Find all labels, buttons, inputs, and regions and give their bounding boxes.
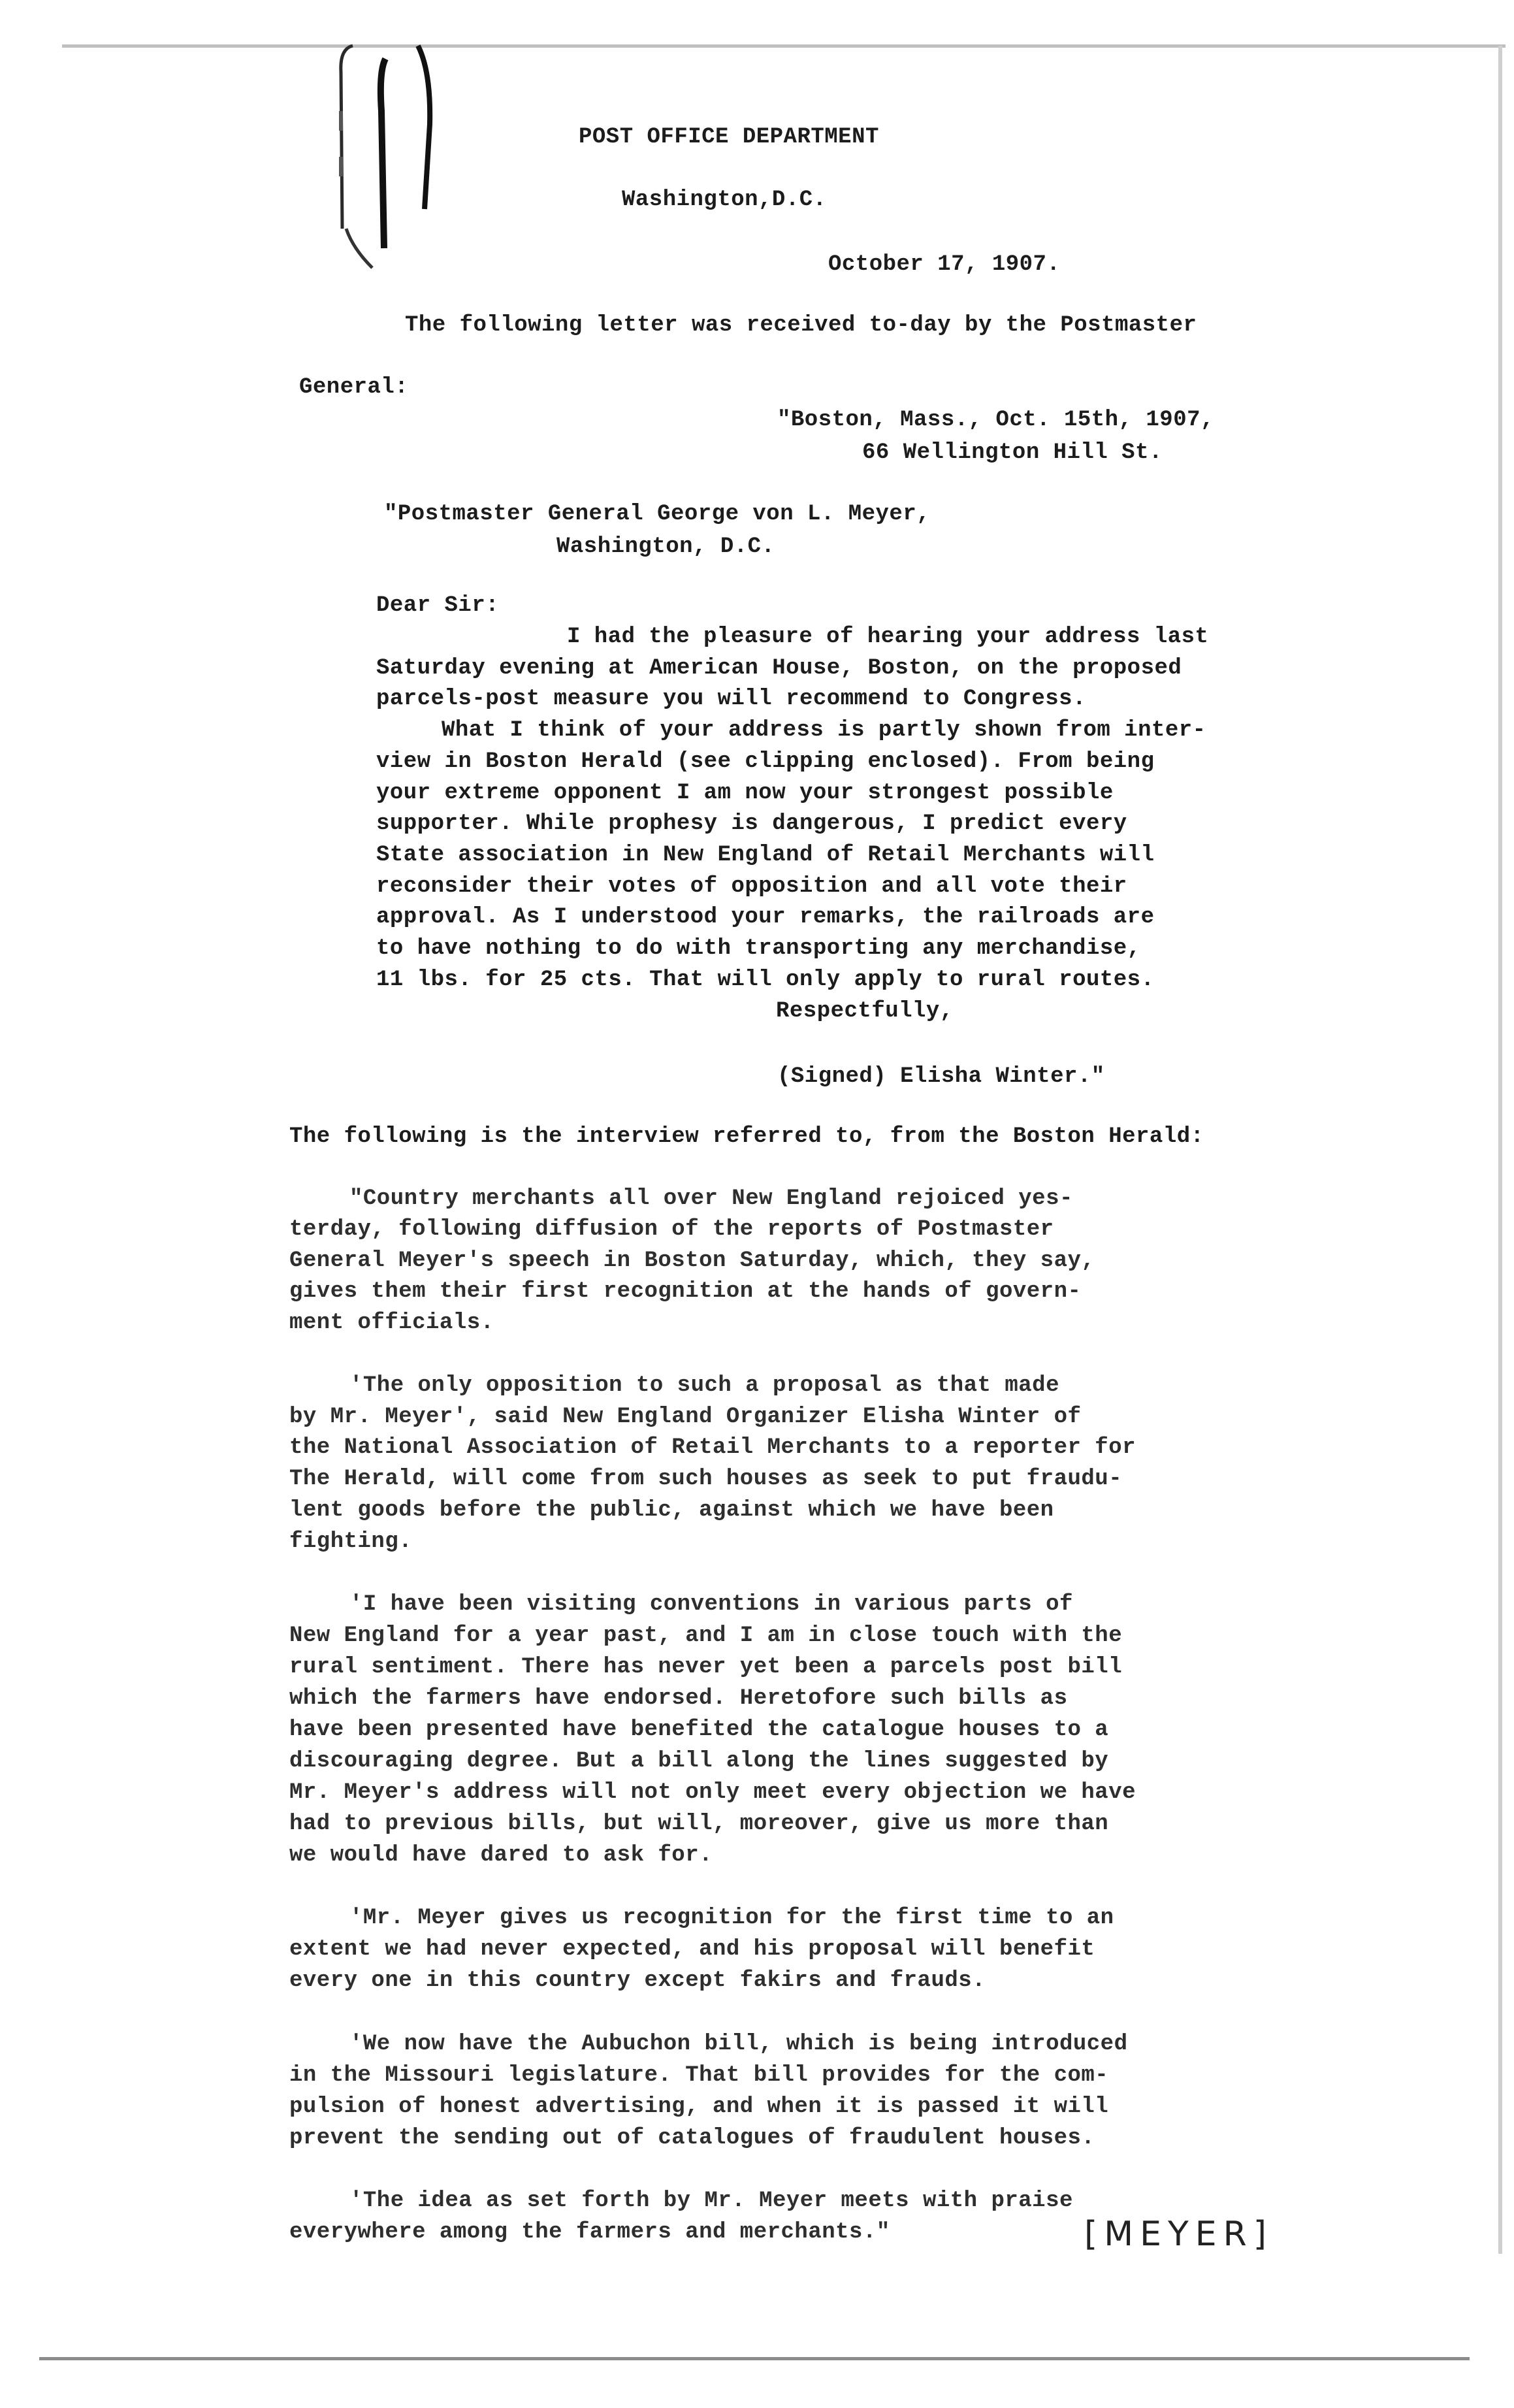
letter-body-line: I had the pleasure of hearing your address last [567,625,1209,649]
salutation: Dear Sir: [376,593,500,618]
interview-line: 'The idea as set forth by Mr. Meyer meets with praise [349,2188,1073,2213]
letter-body-line: State association in New England of Retail Merchants will [376,843,1155,868]
interview-line: gives them their first recognition at the hands of govern- [289,1279,1082,1304]
location-line: Washington,D.C. [622,187,827,212]
interview-line: fighting. [289,1529,413,1554]
letter-body-line: reconsider their votes of opposition and all vote their [376,874,1127,899]
intro-line-1: The following letter was received to-day by the Postmaster [405,313,1197,338]
interview-line: prevent the sending out of catalogues of fraudulent houses. [289,2126,1095,2151]
letter-body-line: to have nothing to do with transporting any merchandise, [376,936,1141,961]
interview-line: 'The only opposition to such a proposal as that made [349,1373,1059,1398]
interview-line: pulsion of honest advertising, and when it is passed it will [289,2094,1109,2119]
sender-address-line-1: "Boston, Mass., Oct. 15th, 1907, [777,408,1214,432]
intro-line-2: General: [299,375,409,400]
interview-line: terday, following diffusion of the reports of Postmaster [289,1217,1054,1242]
interview-line: we would have dared to ask for. [289,1843,713,1868]
letter-body-line: approval. As I understood your remarks, the railroads are [376,905,1155,930]
letter-body-line: 11 lbs. for 25 cts. That will only apply to rural routes. [376,968,1155,992]
date-line: October 17, 1907. [828,252,1061,277]
letter-signature: (Signed) Elisha Winter." [777,1064,1105,1089]
interview-line: rural sentiment. There has never yet been a parcels post bill [289,1655,1123,1680]
interview-line: Mr. Meyer's address will not only meet every objection we have [289,1780,1136,1805]
handwritten-annotation: [MEYER] [1084,2215,1274,2254]
letter-body-line: Saturday evening at American House, Boston, on the proposed [376,656,1182,681]
interview-line: in the Missouri legislature. That bill provides for the com- [289,2063,1109,2088]
interview-line: which the farmers have endorsed. Heretofore such bills as [289,1686,1068,1711]
interview-line: the National Association of Retail Merchants to a reporter for [289,1435,1136,1460]
paper-right-edge [1498,46,1502,2254]
interview-line: had to previous bills, but will, moreover, give us more than [289,1812,1109,1836]
interview-line: extent we had never expected, and his proposal will benefit [289,1937,1095,1962]
paper-bottom-edge [39,2357,1470,2360]
recipient-line-2: Washington, D.C. [556,534,775,559]
interview-line: have been presented have benefited the catalogue houses to a [289,1717,1109,1742]
recipient-line-1: "Postmaster General George von L. Meyer, [384,502,931,527]
interview-line: 'Mr. Meyer gives us recognition for the first time to an [349,1906,1114,1930]
interview-line: General Meyer's speech in Boston Saturday, which, they say, [289,1248,1095,1273]
letter-body-line: supporter. While prophesy is dangerous, I predict every [376,811,1127,836]
interview-line: ment officials. [289,1310,494,1335]
letter-closing: Respectfully, [776,999,954,1024]
interview-line: every one in this country except fakirs and frauds. [289,1968,986,1993]
interview-line: everywhere among the farmers and merchants." [289,2220,890,2245]
interview-line: New England for a year past, and I am in close touch with the [289,1623,1123,1648]
department-heading: POST OFFICE DEPARTMENT [579,125,879,150]
sender-address-line-2: 66 Wellington Hill St. [862,440,1163,465]
letter-body-line: your extreme opponent I am now your strongest possible [376,781,1114,805]
letter-body-line: view in Boston Herald (see clipping enclosed). From being [376,749,1155,774]
interview-line: by Mr. Meyer', said New England Organizer Elisha Winter of [289,1405,1082,1429]
interview-intro: The following is the interview referred to, from the Boston Herald: [289,1124,1204,1149]
letter-body-line: What I think of your address is partly shown from inter- [442,718,1206,743]
interview-line: 'We now have the Aubuchon bill, which is being introduced [349,2032,1128,2057]
interview-line: 'I have been visiting conventions in various parts of [349,1592,1073,1617]
interview-line: lent goods before the public, against which we have been [289,1498,1054,1523]
interview-line: discouraging degree. But a bill along the lines suggested by [289,1749,1109,1774]
interview-line: The Herald, will come from such houses as seek to put fraudu- [289,1467,1123,1491]
letter-body-line: parcels-post measure you will recommend to Congress. [376,687,1086,711]
interview-line: "Country merchants all over New England rejoiced yes- [349,1186,1073,1211]
binder-clip-mark [327,33,451,294]
paper-top-edge [62,44,1506,48]
